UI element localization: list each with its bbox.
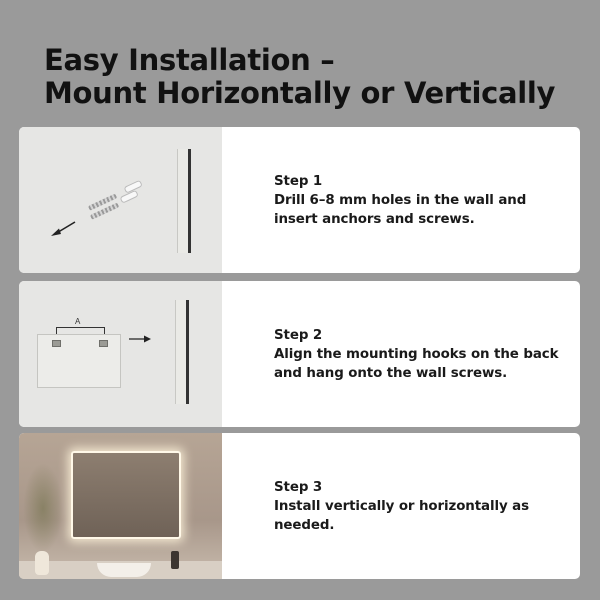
mounting-hook-icon <box>99 340 108 347</box>
step-2-text <box>274 281 564 427</box>
title-line-1: Easy Installation – <box>44 43 335 77</box>
step-1-card <box>19 127 580 273</box>
plant-icon <box>23 463 63 553</box>
wall-icon <box>175 300 189 404</box>
step-1-text <box>274 127 564 273</box>
arrow-icon <box>49 219 79 239</box>
step-label: Step 3 <box>274 479 323 495</box>
vase-icon <box>35 551 49 575</box>
step-1-illustration <box>19 127 222 273</box>
title-line-2: Mount Horizontally or Vertically <box>44 76 556 110</box>
arrow-right-icon <box>128 334 152 344</box>
dimension-line <box>56 327 104 328</box>
mirror-back-icon <box>37 334 121 388</box>
step-3-card <box>19 433 580 579</box>
step-label: Step 2 <box>274 327 323 343</box>
dimension-label: A <box>75 317 81 326</box>
step-description: Drill 6–8 mm holes in the wall and insert anchors and screws. <box>274 192 527 227</box>
step-3-text <box>274 433 564 579</box>
page-title <box>44 44 555 110</box>
step-2-illustration <box>19 281 222 427</box>
bathroom-photo <box>19 433 222 579</box>
step-description: Align the mounting hooks on the back and hang onto the wall screws. <box>274 346 559 381</box>
step-description: Install vertically or horizontally as needed. <box>274 498 529 533</box>
soap-bottle-icon <box>171 551 179 569</box>
sink-basin-icon <box>97 563 151 577</box>
led-mirror-icon <box>71 451 181 539</box>
mounting-hook-icon <box>52 340 61 347</box>
step-label: Step 1 <box>274 173 323 189</box>
wall-icon <box>177 149 191 253</box>
step-2-card <box>19 281 580 427</box>
